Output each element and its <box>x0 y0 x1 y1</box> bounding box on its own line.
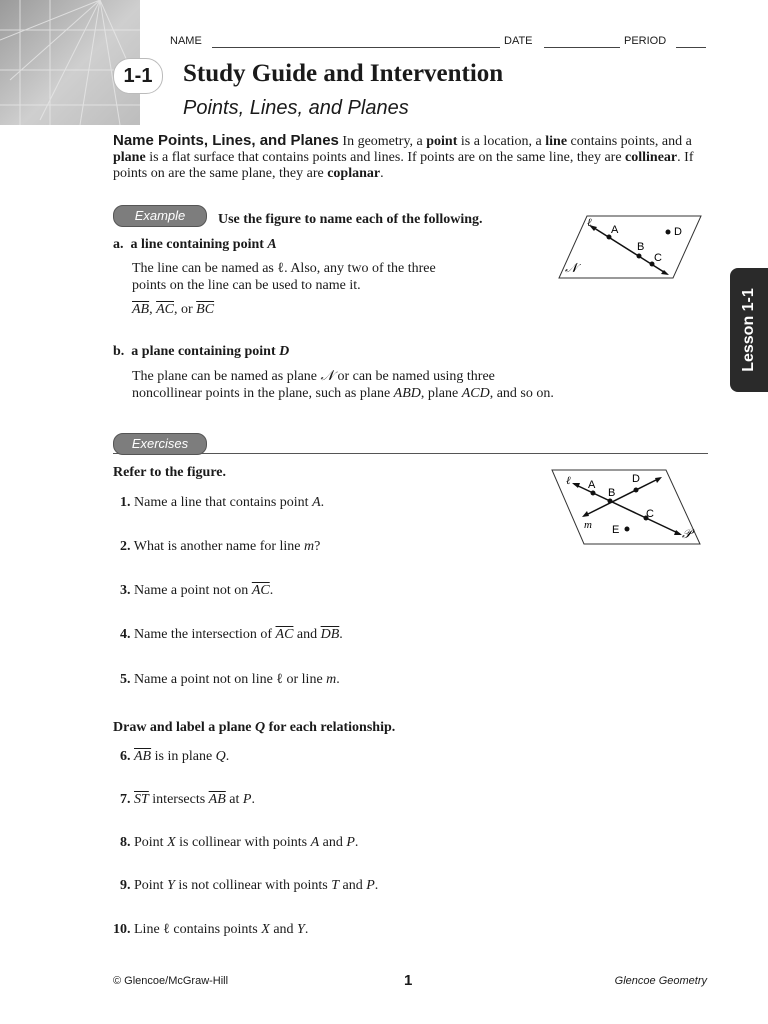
svg-text:D: D <box>632 473 640 485</box>
lesson-side-tab <box>730 268 768 392</box>
svg-text:B: B <box>637 241 645 253</box>
page-subtitle: Points, Lines, and Planes <box>183 97 409 119</box>
example-a-segments: $\overline{AB}$, $\overline{AC}$, or $\overline{BC}$ <box>132 302 215 317</box>
svg-text:D: D <box>674 226 682 238</box>
svg-text:ℓ: ℓ <box>566 475 571 487</box>
example-a-answer: The line can be named as ℓ. Also, any two of the three points on the line can be used to name it. <box>132 261 436 293</box>
example-figure <box>555 212 705 280</box>
exercise-7: 7. $\overline{ST}$ intersects $\overline{AB}$ at P. <box>120 792 255 807</box>
svg-text:B: B <box>608 487 616 499</box>
draw-instructions: Draw and label a plane Q for each relationship. <box>113 720 396 735</box>
date-field[interactable] <box>544 47 620 48</box>
exercise-8: 8. Point X is collinear with points A and P. <box>120 835 359 850</box>
exercise-9: 9. Point Y is not collinear with points T and P. <box>120 878 379 893</box>
exercise-5: 5. Name a point not on line ℓ or line m. <box>120 672 340 687</box>
lesson-number-badge: 1-1 <box>113 58 163 94</box>
period-field[interactable] <box>676 47 706 48</box>
exercises-figure <box>548 466 704 546</box>
name-field[interactable] <box>212 47 500 48</box>
svg-text:ℓ: ℓ <box>587 217 592 229</box>
footer-copyright: © Glencoe/McGraw-Hill <box>113 975 229 987</box>
exercise-10: 10. Line ℓ contains points X and Y. <box>113 922 309 937</box>
side-tab-label: Lesson 1-1 <box>740 288 757 372</box>
svg-text:C: C <box>646 508 654 520</box>
svg-text:E: E <box>612 524 620 536</box>
exercises-badge: Exercises <box>113 433 207 455</box>
refer-to-figure: Refer to the figure. <box>113 465 226 480</box>
name-label: NAME <box>170 35 202 47</box>
exercise-3: 3. Name a point not on $\overline{AC}$. <box>120 583 274 598</box>
example-part-a: a. a line containing point A <box>113 237 277 252</box>
example-badge: Example <box>113 205 207 227</box>
exercise-2: 2. What is another name for line m? <box>120 539 321 554</box>
exercise-6: 6. $\overline{AB}$ is in plane Q. <box>120 749 230 764</box>
page-title: Study Guide and Intervention <box>183 60 504 87</box>
svg-text:𝒩: 𝒩 <box>565 260 578 275</box>
period-label: PERIOD <box>624 35 667 47</box>
exercise-1: 1. Name a line that contains point A. <box>120 495 325 510</box>
intro-paragraph: Name Points, Lines, and Planes In geometry, a point is a location, a line contains points, and a plane is a flat surface that contains points and lines. If points are on the same line, they are collinear. If points on are the same plane, they are coplanar. <box>113 132 694 181</box>
svg-text:A: A <box>588 479 596 491</box>
svg-text:A: A <box>611 224 619 236</box>
date-label: DATE <box>504 35 533 47</box>
svg-text:C: C <box>654 252 662 264</box>
footer-book-title: Glencoe Geometry <box>614 975 707 987</box>
page-number: 1 <box>404 972 413 989</box>
exercise-4: 4. Name the intersection of $\overline{AC}$ and $\overline{DB}$. <box>120 627 343 642</box>
svg-text:m: m <box>584 519 592 531</box>
example-part-b: b. a plane containing point D <box>113 344 290 359</box>
example-instruction: Use the figure to name each of the following. <box>218 212 483 227</box>
svg-text:𝒫: 𝒫 <box>682 526 692 541</box>
example-b-answer: The plane can be named as plane 𝒩 or can be named using three noncollinear points in the plane, such as plane ABD, plane ACD, and so on. <box>132 369 554 401</box>
